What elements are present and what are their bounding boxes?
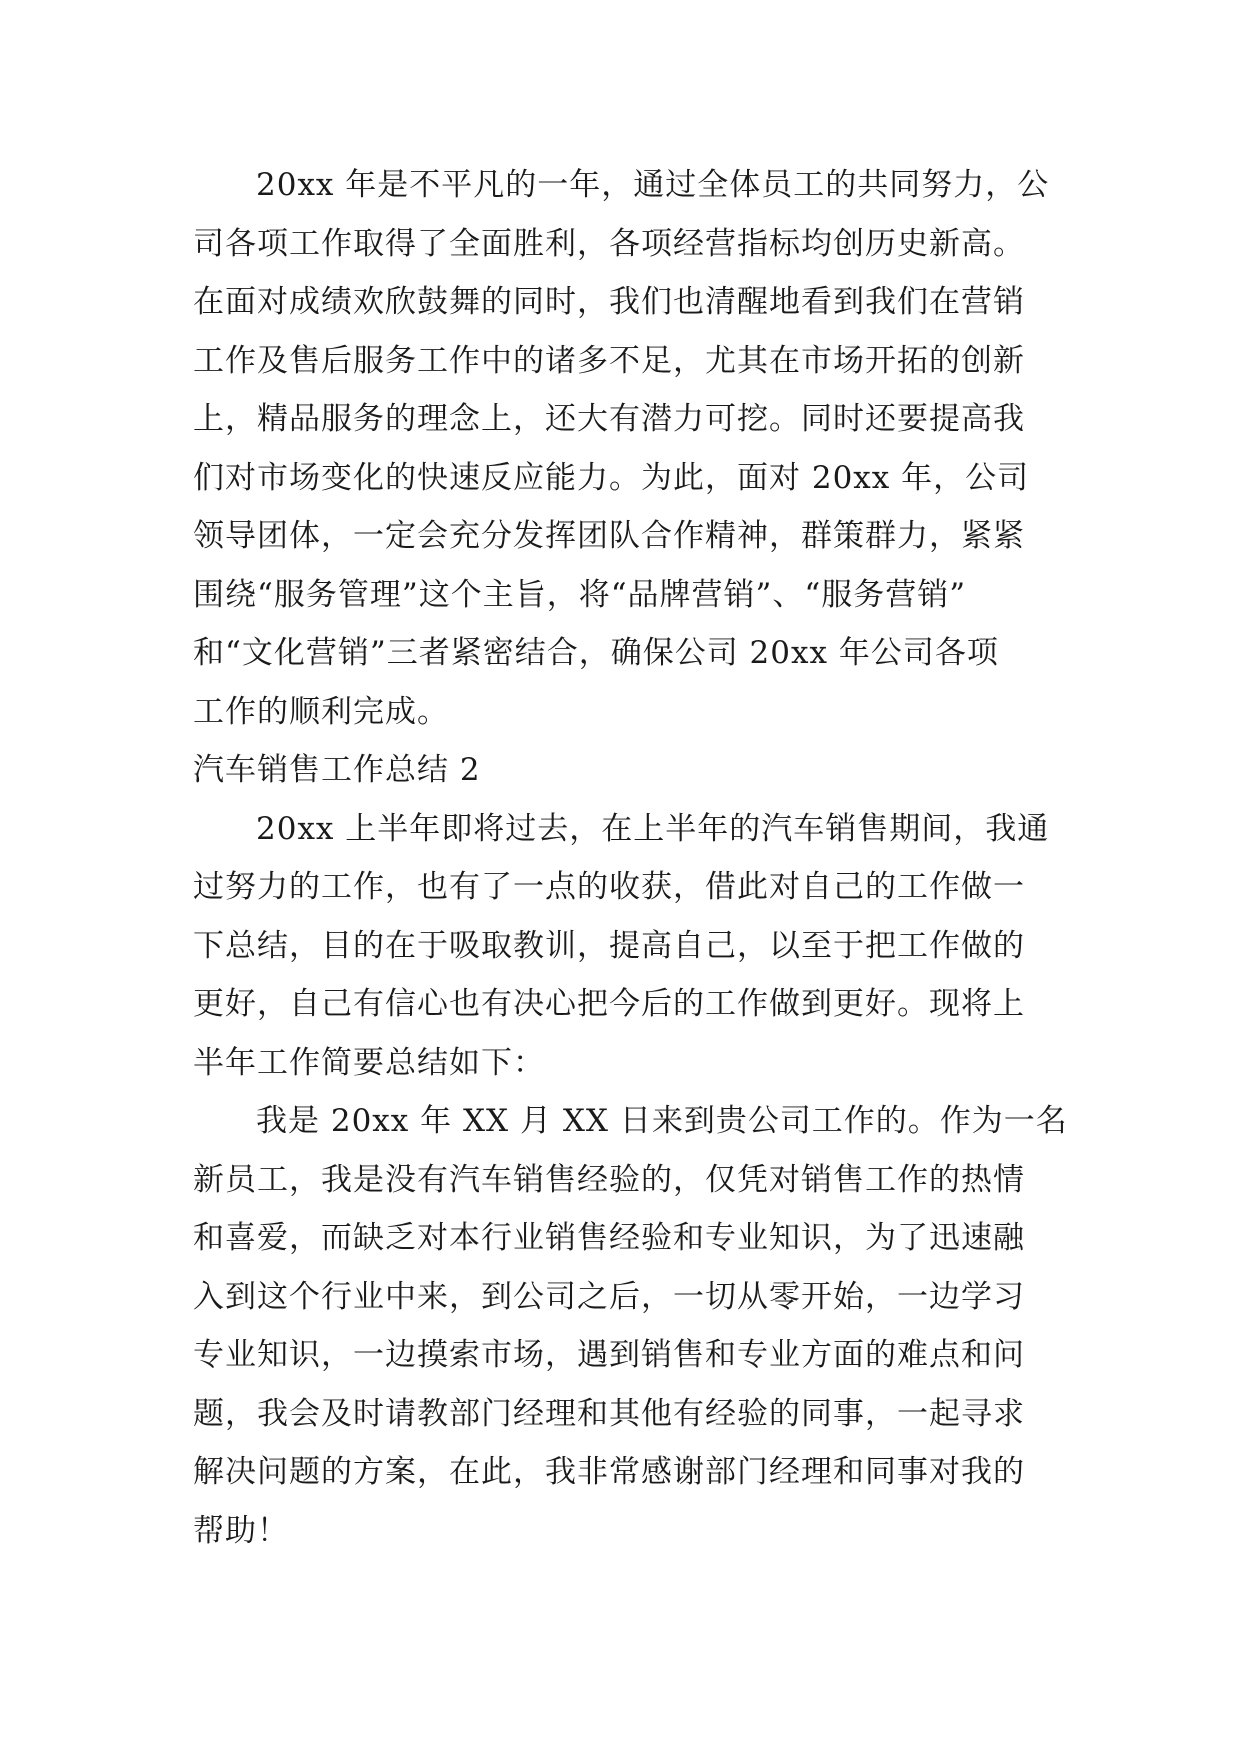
text-line: 领导团体，一定会充分发挥团队合作精神，群策群力，紧紧: [193, 518, 1025, 554]
text-line: 工作的顺利完成。: [193, 693, 449, 730]
paragraph-1: [193, 156, 1063, 741]
document-body: [193, 156, 1068, 1560]
text-line: 和喜爱，而缺乏对本行业销售经验和专业知识，为了迅速融: [193, 1220, 1025, 1256]
text-line: 围绕“服务管理”这个主旨，将“品牌营销”、“服务营销”: [193, 576, 967, 613]
text-line: 更好，自己有信心也有决心把今后的工作做到更好。现将上: [193, 986, 1025, 1022]
section-heading: 汽车销售工作总结 2: [193, 752, 481, 788]
text-line: 帮助！: [193, 1512, 289, 1549]
paragraph-3: [193, 1092, 1068, 1560]
text-line: 我是 20xx 年 XX 月 XX 日来到贵公司工作的。作为一名: [256, 1103, 1068, 1139]
text-line: 解决问题的方案，在此，我非常感谢部门经理和同事对我的: [193, 1454, 1025, 1490]
text-line: 上，精品服务的理念上，还大有潜力可挖。同时还要提高我: [193, 401, 1025, 437]
text-line: 20xx 上半年即将过去，在上半年的汽车销售期间，我通: [256, 810, 1050, 847]
text-line: 20xx 年是不平凡的一年，通过全体员工的共同努力，公: [256, 167, 1050, 203]
text-line: 司各项工作取得了全面胜利，各项经营指标均创历史新高。: [193, 225, 1025, 262]
text-line: 在面对成绩欢欣鼓舞的同时，我们也清醒地看到我们在营销: [193, 284, 1025, 320]
text-line: 下总结，目的在于吸取教训，提高自己，以至于把工作做的: [193, 927, 1025, 964]
text-line: 和“文化营销”三者紧密结合，确保公司 20xx 年公司各项: [193, 635, 999, 671]
text-line: 半年工作简要总结如下：: [193, 1044, 545, 1081]
paragraph-2: [193, 800, 1063, 1093]
text-line: 们对市场变化的快速反应能力。为此，面对 20xx 年，公司: [193, 459, 1030, 496]
text-line: 题，我会及时请教部门经理和其他有经验的同事，一起寻求: [193, 1395, 1025, 1432]
text-line: 过努力的工作，也有了一点的收获，借此对自己的工作做一: [193, 869, 1025, 905]
text-line: 专业知识，一边摸索市场，遇到销售和专业方面的难点和问: [193, 1337, 1025, 1373]
text-line: 入到这个行业中来，到公司之后，一切从零开始，一边学习: [193, 1278, 1025, 1315]
text-line: 新员工，我是没有汽车销售经验的，仅凭对销售工作的热情: [193, 1161, 1025, 1198]
text-line: 工作及售后服务工作中的诸多不足，尤其在市场开拓的创新: [193, 342, 1025, 379]
